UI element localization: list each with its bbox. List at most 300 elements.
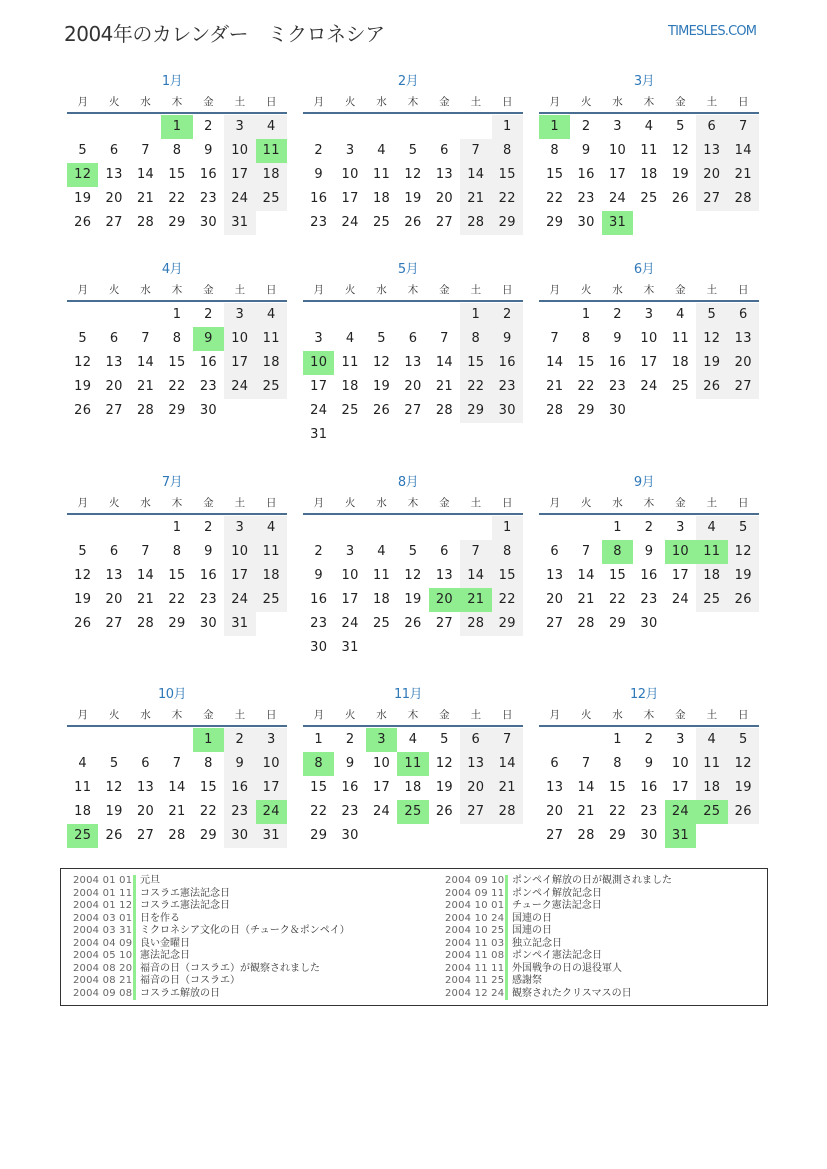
day-cell[interactable]: 20: [105, 191, 123, 206]
day-cell[interactable]: 10: [372, 756, 391, 771]
day-cell[interactable]: 18: [372, 191, 391, 206]
day-cell[interactable]: 3: [676, 520, 685, 535]
day-cell[interactable]: 17: [224, 163, 255, 187]
day-cell[interactable]: 20: [105, 379, 123, 394]
day-cell[interactable]: 17: [671, 780, 689, 795]
day-cell[interactable]: 2: [204, 520, 213, 535]
day-cell[interactable]: 19: [728, 564, 759, 588]
day-cell[interactable]: 9: [224, 752, 255, 776]
day-cell[interactable]: 10: [608, 143, 627, 158]
day-cell[interactable]: 19: [74, 592, 92, 607]
day-cell[interactable]: 28: [136, 215, 155, 230]
day-cell[interactable]: 15: [492, 564, 523, 588]
day-cell[interactable]: 19: [696, 351, 727, 375]
day-cell[interactable]: 27: [105, 403, 123, 418]
day-cell[interactable]: 13: [460, 752, 491, 776]
day-cell[interactable]: 22: [608, 804, 627, 819]
day-cell[interactable]: 6: [440, 544, 449, 559]
day-cell[interactable]: 3: [314, 331, 323, 346]
day-cell[interactable]: 23: [310, 215, 328, 230]
day-cell[interactable]: 22: [168, 191, 186, 206]
day-cell[interactable]: 17: [224, 351, 255, 375]
day-cell[interactable]: 10: [224, 327, 255, 351]
day-cell[interactable]: 29: [460, 399, 491, 423]
day-cell[interactable]: 29: [492, 612, 523, 636]
day-cell[interactable]: 5: [78, 544, 87, 559]
day-cell[interactable]: 9: [492, 327, 523, 351]
day-cell[interactable]: 22: [492, 187, 523, 211]
day-cell[interactable]: 5: [408, 544, 418, 559]
day-cell[interactable]: 8: [492, 540, 523, 564]
day-cell[interactable]: 6: [696, 115, 727, 139]
day-cell[interactable]: 29: [199, 828, 217, 843]
day-cell[interactable]: 17: [310, 379, 328, 394]
day-cell[interactable]: 14: [492, 752, 523, 776]
day-cell[interactable]: 26: [671, 191, 689, 206]
day-cell[interactable]: 5: [109, 756, 119, 771]
day-cell[interactable]: 12: [671, 143, 689, 158]
day-cell[interactable]: 24: [372, 804, 391, 819]
day-cell[interactable]: 2: [644, 520, 654, 535]
day-cell[interactable]: 10: [224, 540, 255, 564]
day-cell[interactable]: 13: [404, 355, 422, 370]
day-cell[interactable]: 28: [577, 828, 595, 843]
holiday-day-cell[interactable]: 1: [161, 115, 192, 139]
day-cell[interactable]: 24: [608, 191, 627, 206]
day-cell[interactable]: 17: [372, 780, 391, 795]
day-cell[interactable]: 25: [372, 215, 391, 230]
day-cell[interactable]: 2: [613, 307, 622, 322]
day-cell[interactable]: 27: [728, 375, 759, 399]
day-cell[interactable]: 5: [696, 303, 727, 327]
day-cell[interactable]: 26: [728, 800, 759, 824]
day-cell[interactable]: 16: [199, 355, 217, 370]
day-cell[interactable]: 11: [372, 568, 391, 583]
day-cell[interactable]: 14: [136, 167, 155, 182]
day-cell[interactable]: 2: [345, 732, 355, 747]
day-cell[interactable]: 18: [696, 564, 727, 588]
day-cell[interactable]: 11: [256, 327, 287, 351]
day-cell[interactable]: 15: [546, 167, 564, 182]
day-cell[interactable]: 12: [404, 167, 422, 182]
day-cell[interactable]: 4: [78, 756, 87, 771]
day-cell[interactable]: 1: [172, 520, 182, 535]
day-cell[interactable]: 28: [136, 616, 155, 631]
day-cell[interactable]: 9: [613, 331, 622, 346]
day-cell[interactable]: 13: [696, 139, 727, 163]
day-cell[interactable]: 12: [74, 355, 92, 370]
day-cell[interactable]: 8: [613, 756, 622, 771]
day-cell[interactable]: 24: [224, 588, 255, 612]
holiday-day-cell[interactable]: 3: [366, 728, 397, 752]
day-cell[interactable]: 15: [199, 780, 217, 795]
day-cell[interactable]: 7: [141, 544, 150, 559]
day-cell[interactable]: 24: [341, 616, 359, 631]
day-cell[interactable]: 17: [224, 564, 255, 588]
day-cell[interactable]: 27: [404, 403, 422, 418]
day-cell[interactable]: 2: [644, 732, 654, 747]
day-cell[interactable]: 29: [168, 616, 186, 631]
day-cell[interactable]: 8: [492, 139, 523, 163]
day-cell[interactable]: 28: [136, 403, 155, 418]
day-cell[interactable]: 14: [136, 355, 155, 370]
day-cell[interactable]: 20: [696, 163, 727, 187]
day-cell[interactable]: 4: [256, 516, 287, 540]
day-cell[interactable]: 13: [435, 167, 453, 182]
day-cell[interactable]: 23: [492, 375, 523, 399]
day-cell[interactable]: 3: [613, 119, 622, 134]
day-cell[interactable]: 8: [172, 143, 182, 158]
day-cell[interactable]: 14: [168, 780, 186, 795]
day-cell[interactable]: 17: [256, 776, 287, 800]
day-cell[interactable]: 22: [168, 379, 186, 394]
day-cell[interactable]: 26: [728, 588, 759, 612]
day-cell[interactable]: 3: [224, 303, 255, 327]
day-cell[interactable]: 24: [671, 592, 689, 607]
day-cell[interactable]: 7: [581, 756, 591, 771]
day-cell[interactable]: 14: [136, 568, 155, 583]
day-cell[interactable]: 18: [372, 592, 391, 607]
day-cell[interactable]: 18: [640, 167, 658, 182]
day-cell[interactable]: 7: [550, 331, 559, 346]
day-cell[interactable]: 21: [136, 191, 155, 206]
day-cell[interactable]: 19: [404, 191, 422, 206]
day-cell[interactable]: 11: [671, 331, 689, 346]
day-cell[interactable]: 27: [136, 828, 155, 843]
holiday-day-cell[interactable]: 31: [602, 211, 633, 235]
holiday-day-cell[interactable]: 24: [256, 800, 287, 824]
day-cell[interactable]: 23: [199, 191, 217, 206]
holiday-day-cell[interactable]: 21: [460, 588, 491, 612]
day-cell[interactable]: 27: [546, 616, 564, 631]
day-cell[interactable]: 16: [341, 780, 359, 795]
day-cell[interactable]: 4: [377, 544, 386, 559]
day-cell[interactable]: 19: [372, 379, 391, 394]
day-cell[interactable]: 27: [435, 215, 453, 230]
day-cell[interactable]: 17: [671, 568, 689, 583]
day-cell[interactable]: 2: [492, 303, 523, 327]
day-cell[interactable]: 13: [136, 780, 155, 795]
day-cell[interactable]: 18: [671, 355, 689, 370]
day-cell[interactable]: 19: [671, 167, 689, 182]
day-cell[interactable]: 24: [640, 379, 658, 394]
day-cell[interactable]: 16: [640, 568, 658, 583]
day-cell[interactable]: 30: [199, 215, 217, 230]
day-cell[interactable]: 20: [404, 379, 422, 394]
day-cell[interactable]: 14: [460, 163, 491, 187]
day-cell[interactable]: 5: [728, 728, 759, 752]
holiday-day-cell[interactable]: 25: [67, 824, 98, 848]
day-cell[interactable]: 26: [404, 215, 422, 230]
day-cell[interactable]: 28: [460, 211, 491, 235]
day-cell[interactable]: 9: [204, 143, 213, 158]
day-cell[interactable]: 21: [460, 187, 491, 211]
day-cell[interactable]: 2: [224, 728, 255, 752]
day-cell[interactable]: 12: [74, 568, 92, 583]
day-cell[interactable]: 14: [546, 355, 564, 370]
day-cell[interactable]: 6: [109, 331, 119, 346]
day-cell[interactable]: 12: [372, 355, 391, 370]
day-cell[interactable]: 26: [74, 215, 92, 230]
day-cell[interactable]: 7: [172, 756, 182, 771]
day-cell[interactable]: 31: [224, 612, 255, 636]
day-cell[interactable]: 13: [105, 355, 123, 370]
day-cell[interactable]: 26: [74, 616, 92, 631]
day-cell[interactable]: 4: [377, 143, 386, 158]
day-cell[interactable]: 11: [372, 167, 391, 182]
day-cell[interactable]: 7: [492, 728, 523, 752]
day-cell[interactable]: 12: [105, 780, 123, 795]
day-cell[interactable]: 18: [256, 351, 287, 375]
day-cell[interactable]: 13: [728, 327, 759, 351]
day-cell[interactable]: 26: [105, 828, 123, 843]
day-cell[interactable]: 16: [199, 568, 217, 583]
day-cell[interactable]: 10: [640, 331, 658, 346]
day-cell[interactable]: 22: [608, 592, 627, 607]
day-cell[interactable]: 5: [440, 732, 449, 747]
day-cell[interactable]: 5: [408, 143, 418, 158]
day-cell[interactable]: 22: [310, 804, 328, 819]
day-cell[interactable]: 5: [78, 143, 87, 158]
day-cell[interactable]: 9: [581, 143, 591, 158]
day-cell[interactable]: 26: [372, 403, 391, 418]
day-cell[interactable]: 28: [460, 612, 491, 636]
holiday-day-cell[interactable]: 8: [602, 540, 633, 564]
day-cell[interactable]: 5: [377, 331, 386, 346]
holiday-day-cell[interactable]: 11: [397, 752, 428, 776]
day-cell[interactable]: 7: [460, 540, 491, 564]
day-cell[interactable]: 26: [404, 616, 422, 631]
day-cell[interactable]: 3: [345, 544, 355, 559]
day-cell[interactable]: 21: [492, 776, 523, 800]
day-cell[interactable]: 4: [644, 119, 654, 134]
day-cell[interactable]: 12: [728, 540, 759, 564]
holiday-day-cell[interactable]: 25: [696, 800, 727, 824]
day-cell[interactable]: 13: [546, 568, 564, 583]
day-cell[interactable]: 15: [168, 355, 186, 370]
day-cell[interactable]: 10: [341, 568, 359, 583]
day-cell[interactable]: 15: [460, 351, 491, 375]
day-cell[interactable]: 26: [696, 375, 727, 399]
day-cell[interactable]: 28: [492, 800, 523, 824]
day-cell[interactable]: 15: [608, 568, 627, 583]
day-cell[interactable]: 9: [204, 544, 213, 559]
day-cell[interactable]: 6: [728, 303, 759, 327]
holiday-day-cell[interactable]: 24: [665, 800, 696, 824]
day-cell[interactable]: 22: [492, 588, 523, 612]
day-cell[interactable]: 12: [728, 752, 759, 776]
day-cell[interactable]: 24: [341, 215, 359, 230]
day-cell[interactable]: 30: [199, 616, 217, 631]
day-cell[interactable]: 2: [581, 119, 591, 134]
holiday-day-cell[interactable]: 10: [303, 351, 334, 375]
day-cell[interactable]: 10: [256, 752, 287, 776]
day-cell[interactable]: 16: [608, 355, 627, 370]
day-cell[interactable]: 15: [577, 355, 595, 370]
day-cell[interactable]: 18: [341, 379, 359, 394]
day-cell[interactable]: 23: [310, 616, 328, 631]
day-cell[interactable]: 2: [204, 119, 213, 134]
day-cell[interactable]: 29: [608, 616, 627, 631]
day-cell[interactable]: 19: [74, 379, 92, 394]
day-cell[interactable]: 7: [581, 544, 591, 559]
day-cell[interactable]: 16: [310, 191, 328, 206]
day-cell[interactable]: 8: [581, 331, 591, 346]
day-cell[interactable]: 19: [435, 780, 453, 795]
day-cell[interactable]: 28: [577, 616, 595, 631]
day-cell[interactable]: 2: [204, 307, 213, 322]
day-cell[interactable]: 9: [644, 756, 654, 771]
day-cell[interactable]: 15: [608, 780, 627, 795]
day-cell[interactable]: 4: [696, 516, 727, 540]
day-cell[interactable]: 27: [546, 828, 564, 843]
day-cell[interactable]: 23: [577, 191, 595, 206]
day-cell[interactable]: 4: [676, 307, 685, 322]
day-cell[interactable]: 25: [696, 588, 727, 612]
day-cell[interactable]: 1: [314, 732, 323, 747]
day-cell[interactable]: 7: [141, 143, 150, 158]
day-cell[interactable]: 16: [640, 780, 658, 795]
day-cell[interactable]: 16: [224, 776, 255, 800]
day-cell[interactable]: 1: [613, 520, 622, 535]
day-cell[interactable]: 29: [577, 403, 595, 418]
day-cell[interactable]: 30: [492, 399, 523, 423]
day-cell[interactable]: 11: [696, 752, 727, 776]
day-cell[interactable]: 28: [435, 403, 453, 418]
day-cell[interactable]: 23: [199, 592, 217, 607]
day-cell[interactable]: 30: [199, 403, 217, 418]
day-cell[interactable]: 31: [256, 824, 287, 848]
day-cell[interactable]: 9: [314, 568, 323, 583]
day-cell[interactable]: 8: [172, 544, 182, 559]
day-cell[interactable]: 31: [341, 640, 359, 655]
day-cell[interactable]: 9: [314, 167, 323, 182]
day-cell[interactable]: 12: [404, 568, 422, 583]
day-cell[interactable]: 25: [372, 616, 391, 631]
day-cell[interactable]: 9: [345, 756, 355, 771]
day-cell[interactable]: 27: [435, 616, 453, 631]
holiday-day-cell[interactable]: 11: [696, 540, 727, 564]
day-cell[interactable]: 29: [310, 828, 328, 843]
site-link[interactable]: TIMESLES.COM: [668, 24, 757, 39]
day-cell[interactable]: 3: [224, 115, 255, 139]
day-cell[interactable]: 4: [696, 728, 727, 752]
day-cell[interactable]: 26: [435, 804, 453, 819]
day-cell[interactable]: 3: [345, 143, 355, 158]
day-cell[interactable]: 18: [74, 804, 92, 819]
day-cell[interactable]: 21: [168, 804, 186, 819]
day-cell[interactable]: 26: [74, 403, 92, 418]
day-cell[interactable]: 19: [74, 191, 92, 206]
day-cell[interactable]: 29: [168, 215, 186, 230]
day-cell[interactable]: 23: [608, 379, 627, 394]
day-cell[interactable]: 23: [224, 800, 255, 824]
day-cell[interactable]: 12: [696, 327, 727, 351]
day-cell[interactable]: 4: [256, 115, 287, 139]
holiday-day-cell[interactable]: 10: [665, 540, 696, 564]
day-cell[interactable]: 20: [435, 191, 453, 206]
holiday-day-cell[interactable]: 1: [193, 728, 224, 752]
day-cell[interactable]: 18: [696, 776, 727, 800]
day-cell[interactable]: 6: [550, 756, 559, 771]
day-cell[interactable]: 8: [204, 756, 213, 771]
day-cell[interactable]: 21: [728, 163, 759, 187]
day-cell[interactable]: 30: [640, 616, 658, 631]
day-cell[interactable]: 21: [546, 379, 564, 394]
day-cell[interactable]: 25: [256, 588, 287, 612]
holiday-day-cell[interactable]: 31: [665, 824, 696, 848]
day-cell[interactable]: 6: [109, 544, 119, 559]
day-cell[interactable]: 4: [256, 303, 287, 327]
day-cell[interactable]: 14: [577, 568, 595, 583]
day-cell[interactable]: 29: [492, 211, 523, 235]
day-cell[interactable]: 17: [640, 355, 658, 370]
day-cell[interactable]: 27: [105, 616, 123, 631]
day-cell[interactable]: 29: [546, 215, 564, 230]
day-cell[interactable]: 5: [728, 516, 759, 540]
day-cell[interactable]: 24: [224, 375, 255, 399]
day-cell[interactable]: 13: [546, 780, 564, 795]
day-cell[interactable]: 28: [728, 187, 759, 211]
holiday-day-cell[interactable]: 1: [539, 115, 570, 139]
day-cell[interactable]: 3: [676, 732, 685, 747]
day-cell[interactable]: 10: [341, 167, 359, 182]
day-cell[interactable]: 17: [341, 191, 359, 206]
day-cell[interactable]: 16: [310, 592, 328, 607]
day-cell[interactable]: 22: [199, 804, 217, 819]
day-cell[interactable]: 1: [172, 307, 182, 322]
day-cell[interactable]: 31: [224, 211, 255, 235]
day-cell[interactable]: 2: [314, 143, 323, 158]
day-cell[interactable]: 7: [141, 331, 150, 346]
day-cell[interactable]: 2: [314, 544, 323, 559]
day-cell[interactable]: 14: [460, 564, 491, 588]
day-cell[interactable]: 19: [404, 592, 422, 607]
day-cell[interactable]: 30: [640, 828, 658, 843]
holiday-day-cell[interactable]: 20: [429, 588, 460, 612]
holiday-day-cell[interactable]: 11: [256, 139, 287, 163]
day-cell[interactable]: 25: [256, 375, 287, 399]
day-cell[interactable]: 13: [105, 568, 123, 583]
day-cell[interactable]: 30: [310, 640, 328, 655]
day-cell[interactable]: 20: [105, 592, 123, 607]
day-cell[interactable]: 30: [224, 824, 255, 848]
day-cell[interactable]: 15: [168, 568, 186, 583]
day-cell[interactable]: 9: [644, 544, 654, 559]
day-cell[interactable]: 13: [105, 167, 123, 182]
day-cell[interactable]: 27: [105, 215, 123, 230]
day-cell[interactable]: 8: [460, 327, 491, 351]
day-cell[interactable]: 1: [492, 115, 523, 139]
day-cell[interactable]: 3: [256, 728, 287, 752]
day-cell[interactable]: 29: [608, 828, 627, 843]
day-cell[interactable]: 23: [640, 592, 658, 607]
day-cell[interactable]: 25: [256, 187, 287, 211]
day-cell[interactable]: 31: [310, 427, 328, 442]
day-cell[interactable]: 22: [546, 191, 564, 206]
day-cell[interactable]: 20: [546, 804, 564, 819]
day-cell[interactable]: 11: [640, 143, 658, 158]
day-cell[interactable]: 24: [224, 187, 255, 211]
day-cell[interactable]: 25: [341, 403, 359, 418]
day-cell[interactable]: 15: [492, 163, 523, 187]
day-cell[interactable]: 28: [168, 828, 186, 843]
day-cell[interactable]: 25: [640, 191, 658, 206]
day-cell[interactable]: 10: [671, 756, 689, 771]
day-cell[interactable]: 21: [435, 379, 453, 394]
day-cell[interactable]: 30: [341, 828, 359, 843]
day-cell[interactable]: 3: [644, 307, 654, 322]
